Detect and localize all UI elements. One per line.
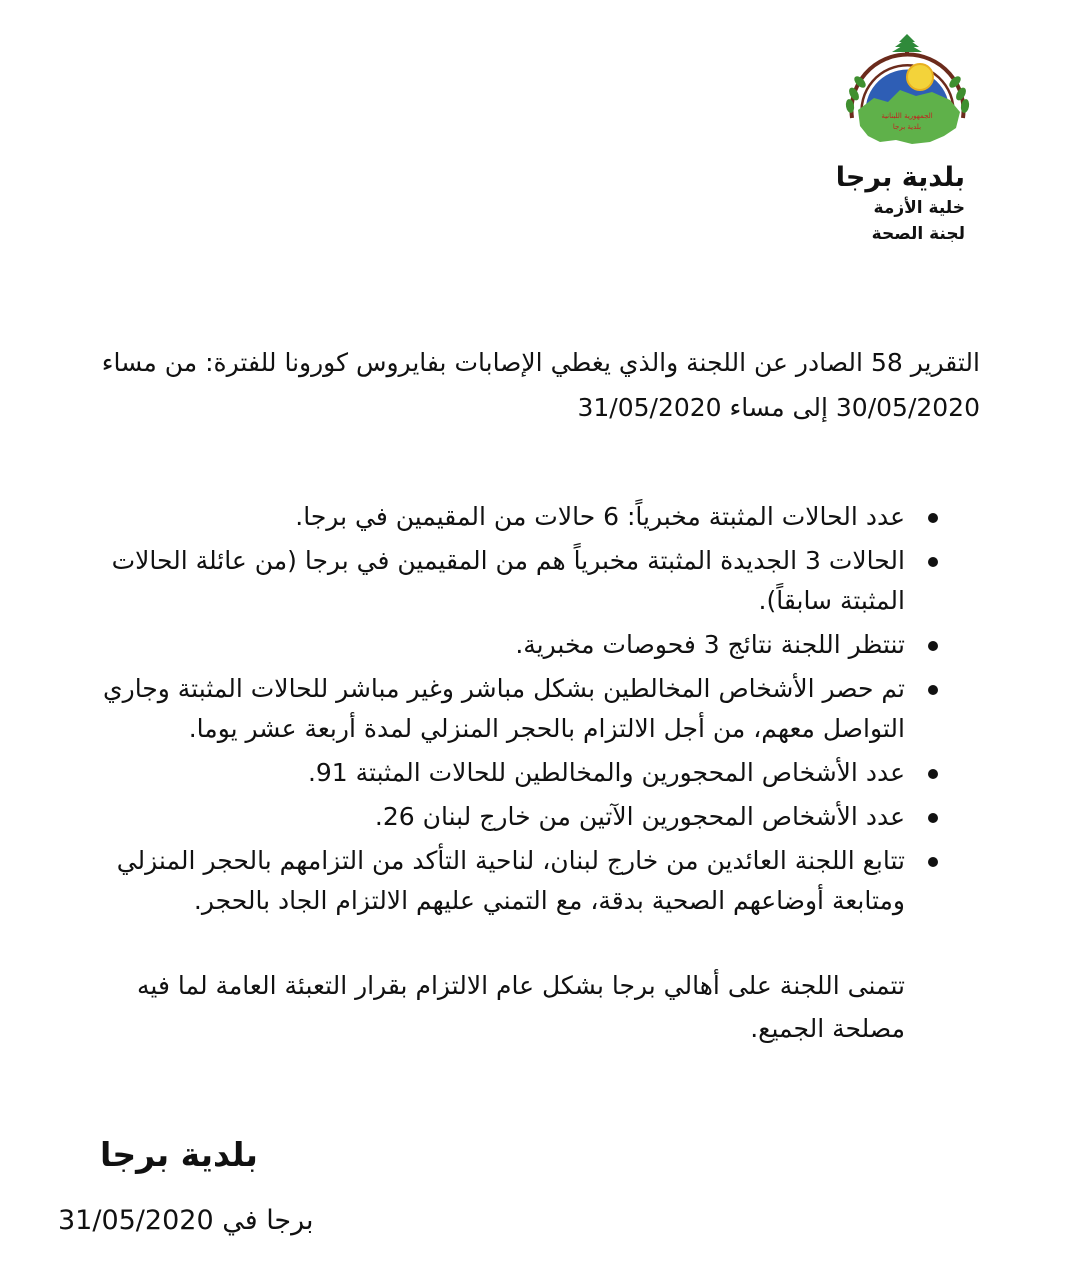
bullet-text: تنتظر اللجنة نتائج 3 فحوصات مخبرية. — [515, 630, 905, 659]
bullet-icon — [928, 685, 938, 695]
bullet-icon — [928, 557, 938, 567]
bullet-icon — [928, 813, 938, 823]
bullet-text: تم حصر الأشخاص المخالطين بشكل مباشر وغير مباشر للحالات المثبتة وجاري التواصل معهم، من أجل الالتزام بالحجر المنزلي لمدة أربعة عشر يوما. — [103, 674, 905, 743]
date-line: برجا في 31/05/2020 — [58, 1205, 314, 1236]
list-item — [80, 497, 980, 537]
report-intro: التقرير 58 الصادر عن اللجنة والذي يغطي الإصابات بفايروس كورونا للفترة: من مساء 30/05/2020 إلى مساء 31/05/2020 — [101, 348, 980, 422]
bullet-icon — [928, 513, 938, 523]
bullet-text: تتابع اللجنة العائدين من خارج لبنان، لناحية التأكد من التزامهم بالحجر المنزلي ومتابعة أوضاعهم الصحية بدقة، مع التمني عليهم الالتزام الجاد بالحجر. — [116, 846, 905, 915]
health-committee-label: لجنة الصحة — [871, 224, 965, 245]
list-item — [80, 669, 980, 749]
list-item — [80, 541, 980, 621]
crisis-cell-label: خلية الأزمة — [873, 198, 965, 219]
municipality-logo — [840, 32, 975, 154]
report-bullet-list — [80, 497, 980, 925]
list-item — [80, 625, 980, 665]
bullet-icon — [928, 641, 938, 651]
signature: بلدية برجا — [100, 1135, 258, 1174]
cedar-municipality-seal-icon — [840, 32, 975, 154]
municipality-name: بلدية برجا — [835, 162, 965, 193]
bullet-icon — [928, 857, 938, 867]
logo-text-line1: الجمهورية اللبنانية — [881, 112, 933, 120]
bullet-text: عدد الحالات المثبتة مخبرياً: 6 حالات من المقيمين في برجا. — [295, 502, 905, 531]
list-item — [80, 797, 980, 837]
bullet-text: عدد الأشخاص المحجورين والمخالطين للحالات المثبتة 91. — [307, 758, 905, 787]
list-item — [80, 753, 980, 793]
letterhead — [705, 160, 965, 248]
list-item — [80, 841, 980, 921]
bullet-text: الحالات 3 الجديدة المثبتة مخبرياً هم من المقيمين في برجا (من عائلة الحالات المثبتة سابقاً). — [111, 546, 905, 615]
bullet-text: عدد الأشخاص المحجورين الآتين من خارج لبنان 26. — [374, 802, 905, 831]
logo-text-line2: بلدية برجا — [892, 123, 922, 131]
bullet-icon — [928, 769, 938, 779]
closing-paragraph: تتمنى اللجنة على أهالي برجا بشكل عام الالتزام بقرار التعبئة العامة لما فيه مصلحة الجميع. — [137, 971, 905, 1043]
